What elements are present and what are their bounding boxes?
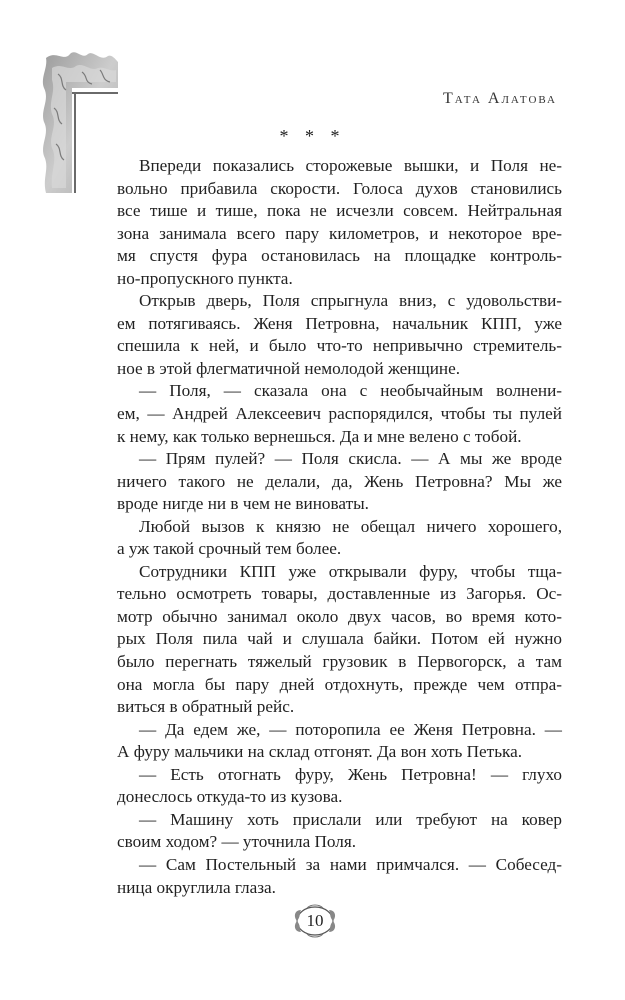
text-line: — Прям пулей? — Поля скисла. — А мы же вроде (139, 449, 562, 469)
text-line: мя спустя фура остановилась на площадке контроль- (117, 246, 562, 266)
text-line: А фуру мальчики на склад отгонят. Да вон хоть Петька. (117, 742, 523, 762)
text-line: — Сам Постельный за нами примчался. — Собесед- (139, 854, 562, 874)
paragraph (117, 809, 562, 854)
paragraph (117, 854, 562, 899)
text-line: она могла бы пару дней отдохнуть, прежде чем отпра- (117, 674, 562, 694)
text-line: — Поля, — сказала она с необычайным волнени- (139, 381, 562, 401)
paragraph (117, 155, 562, 290)
text-line: было перегнать тяжелый грузовик в Первогорск, а там (117, 652, 562, 672)
text-line: ное в этой флегматичной немолодой женщине. (117, 358, 461, 378)
text-line: своим ходом? — уточнила Поля. (117, 832, 357, 852)
text-line: все тише и тише, пока не исчезли совсем. Нейтральная (117, 201, 562, 221)
text-line: Любой вызов к князю не обещал ничего хорошего, (139, 516, 562, 536)
text-line: рых Поля пила чай и слушала байки. Потом ей нужно (117, 629, 562, 649)
text-line: но-пропускного пункта. (117, 268, 293, 288)
text-line: Открыв дверь, Поля спрыгнула вниз, с удовольстви- (139, 291, 562, 311)
running-head-author: Тата Алатова (443, 90, 557, 107)
paragraph (117, 380, 562, 448)
text-line: а уж такой срочный тем более. (117, 539, 342, 559)
text-line: ем, — Андрей Алексеевич распорядился, чтобы ты пулей (117, 404, 562, 424)
text-line: ем потягиваясь. Женя Петровна, начальник КПП, уже (117, 313, 562, 333)
page-number-badge (289, 902, 341, 940)
text-line: Сотрудники КПП уже открывали фуру, чтобы тща- (139, 561, 562, 581)
text-line: зона занимала всего пару километров, и некоторое вре- (117, 223, 562, 243)
text-line: вроде нигде ни в чем не виноваты. (117, 494, 369, 514)
text-line: Впереди показались сторожевые вышки, и Поля не- (139, 156, 562, 175)
text-line: тельно осмотреть товары, доставленные из Загорья. Ос- (117, 584, 562, 604)
text-line: мотр обычно занимал около двух часов, во время кото- (117, 606, 562, 626)
flame-corner-ornament (38, 48, 118, 193)
text-line: вольно прибавила скорости. Голоса духов становились (117, 178, 562, 198)
scene-break-asterisks: * * * (279, 126, 346, 146)
paragraph (117, 719, 562, 764)
text-line: спешила к ней, и было что-то непривычно стремитель- (117, 336, 562, 356)
paragraph (117, 764, 562, 809)
paragraph (117, 448, 562, 516)
text-line: — Машину хоть прислали или требуют на ковер (139, 809, 562, 829)
paragraph (117, 561, 562, 719)
paragraph (117, 516, 562, 561)
text-line: донеслось откуда-то из кузова. (117, 787, 343, 807)
text-line: — Есть отогнать фуру, Жень Петровна! — глухо (139, 764, 562, 784)
text-line: виться в обратный рейс. (117, 697, 295, 717)
text-line: к нему, как только вернешься. Да и мне велено с тобой. (117, 426, 522, 446)
body-text (117, 155, 562, 899)
page-number: 10 (306, 911, 324, 930)
paragraph (117, 290, 562, 380)
text-line: — Да едем же, — поторопила ее Женя Петровна. — (139, 719, 562, 739)
text-line: ница округлила глаза. (117, 877, 276, 897)
text-line: ничего такого не делали, да, Жень Петровна? Мы же (117, 471, 562, 491)
